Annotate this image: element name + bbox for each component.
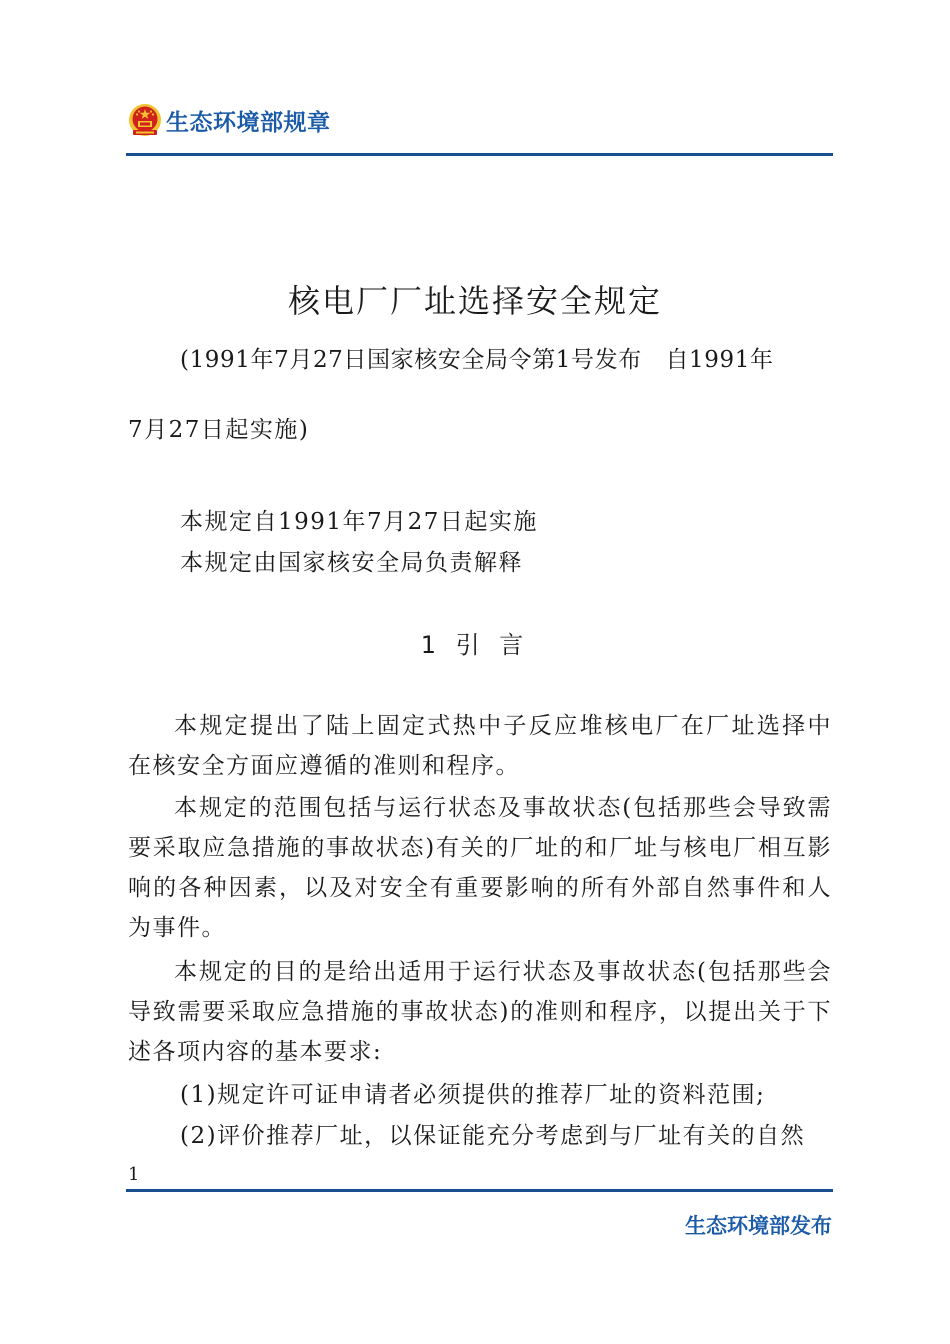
paragraph-scope-intro: 本规定提出了陆上固定式热中子反应堆核电厂在厂址选择中在核安全方面应遵循的准则和程序。 — [128, 713, 832, 779]
header-divider — [126, 153, 833, 156]
document-title: 核电厂厂址选择安全规定 — [287, 282, 662, 320]
paragraph-scope: 本规定的范围包括与运行状态及事故状态(包括那些会导致需要采取应急措施的事故状态)有关的厂址的和厂址与核电厂相互影响的各种因素，以及对安全有重要影响的所有外部自然事件和人为事件。 — [128, 795, 832, 941]
footer-publisher: 生态环境部发布 — [685, 1214, 832, 1238]
footer-divider — [126, 1189, 833, 1192]
issuance-info-line-1: (1991年7月27日国家核安全局令第1号发布 自1991年 — [180, 347, 774, 373]
interpretation-note: 本规定由国家核安全局负责解释 — [180, 550, 523, 576]
page-number: 1 — [128, 1164, 140, 1185]
section-heading: 1 引 言 — [420, 631, 530, 659]
list-item-2: (2)评价推荐厂址，以保证能充分考虑到与厂址有关的自然 — [180, 1123, 806, 1149]
list-item-1: (1)规定许可证申请者必须提供的推荐厂址的资料范围; — [180, 1082, 766, 1108]
effective-date-note: 本规定自1991年7月27日起实施 — [180, 509, 538, 535]
issuance-info-line-2: 7月27日起实施) — [128, 417, 310, 443]
paragraph-purpose: 本规定的目的是给出适用于运行状态及事故状态(包括那些会导致需要采取应急措施的事故状态)的准则和程序，以提出关于下述各项内容的基本要求: — [128, 959, 832, 1065]
header-title: 生态环境部规章 — [166, 109, 331, 136]
page-header — [128, 100, 331, 140]
national-emblem-icon — [128, 103, 162, 137]
